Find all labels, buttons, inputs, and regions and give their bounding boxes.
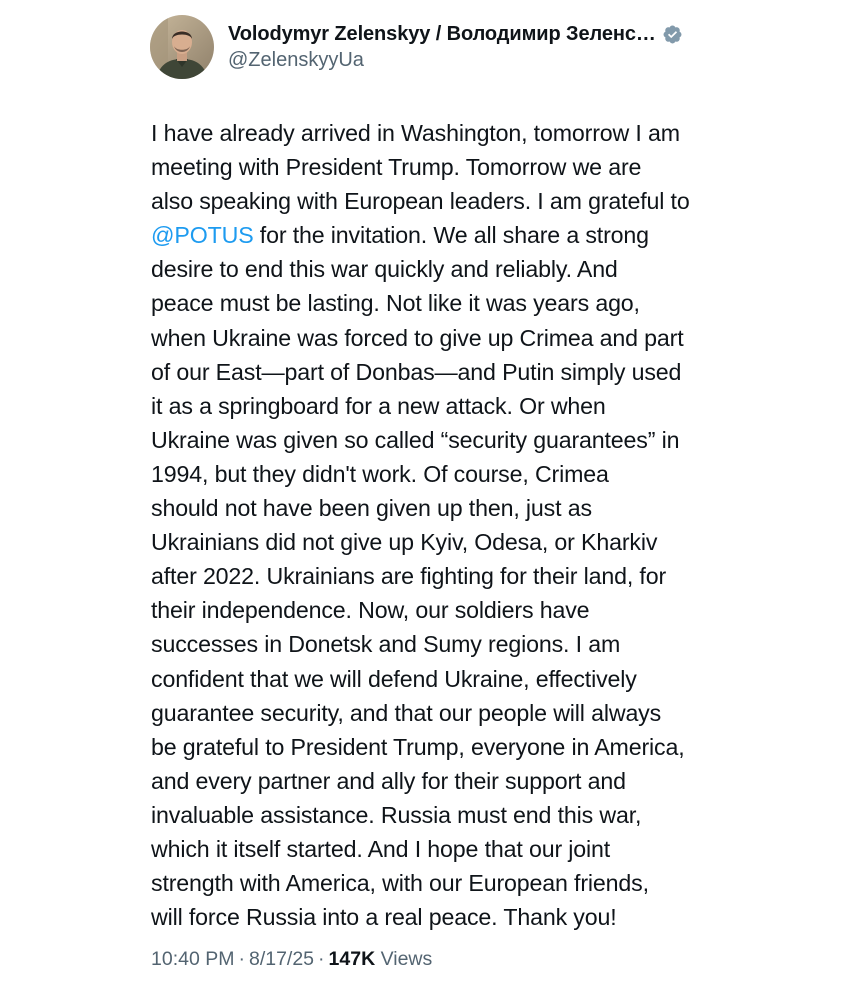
tweet-text-segment: of our East—part of Donbas—and Putin simply used (151, 358, 682, 385)
tweet-text-segment: I have already arrived in Washington, tomorrow I am (151, 120, 680, 146)
tweet-text-segment: and every partner and ally for their support and (151, 767, 626, 794)
tweet-text-line (151, 184, 751, 218)
tweet-text-line (151, 764, 751, 798)
author-names (228, 23, 683, 72)
tweet-text-segment: guarantee security, and that our people will always (151, 699, 662, 726)
tweet-text-line (151, 355, 751, 389)
tweet-time[interactable]: 10:40 PM (151, 948, 235, 970)
tweet-text-segment: peace must be lasting. Not like it was years ago, (151, 290, 640, 317)
tweet-text-segment: also speaking with European leaders. I am grateful to (151, 188, 690, 215)
meta-separator: · (238, 948, 245, 970)
tweet-text-segment: desire to end this war quickly and reliably. And (151, 256, 618, 283)
tweet-date[interactable]: 8/17/25 (248, 948, 315, 970)
tweet-text-line (151, 662, 751, 696)
tweet-text-line (151, 866, 751, 900)
avatar-image (150, 15, 214, 79)
tweet-text-segment: be grateful to President Trump, everyone in America, (151, 733, 685, 760)
tweet-meta (151, 948, 432, 971)
tweet-text-line (151, 593, 751, 627)
tweet-text-segment: meeting with President Trump. Tomorrow we are (151, 154, 642, 181)
name-row (228, 23, 683, 46)
tweet-text-segment: Ukraine was given so called “security guarantees” in (151, 426, 680, 453)
tweet-text-line (151, 218, 751, 252)
verified-badge-icon[interactable] (662, 24, 683, 45)
tweet-text-segment: successes in Donetsk and Sumy regions. I am (151, 631, 621, 658)
tweet-text-line (151, 116, 751, 150)
tweet-text-segment: 1994, but they didn't work. Of course, Crimea (151, 460, 609, 487)
tweet-text (151, 116, 751, 934)
tweet-text-line (151, 252, 751, 286)
author-handle[interactable]: @ZelenskyyUa (228, 48, 364, 71)
tweet-text-segment: for the invitation. We all share a strong (253, 222, 649, 249)
tweet-text-segment: strength with America, with our European friends, (151, 870, 649, 897)
tweet-text-line (151, 457, 751, 491)
tweet-text-line (151, 798, 751, 832)
profile-avatar[interactable] (150, 15, 214, 79)
tweet-text-segment: Ukrainians did not give up Kyiv, Odesa, or Kharkiv (151, 529, 658, 556)
tweet-text-segment: will force Russia into a real peace. Thank you! (151, 904, 617, 931)
tweet-text-segment: which it itself started. And I hope that our joint (151, 835, 611, 862)
tweet-text-line (151, 832, 751, 866)
author-display-name[interactable]: Volodymyr Zelenskyy / Володимир Зеленс… (228, 22, 656, 45)
tweet-text-segment: should not have been given up then, just as (151, 495, 592, 522)
tweet-text-segment: invaluable assistance. Russia must end this war, (151, 801, 642, 828)
tweet-text-line (151, 525, 751, 559)
tweet-text-line (151, 559, 751, 593)
views-count: 147K (328, 948, 376, 970)
tweet-text-line (151, 696, 751, 730)
tweet-text-segment: after 2022. Ukrainians are fighting for their land, for (151, 563, 667, 590)
mention-link-potus[interactable]: @POTUS (151, 222, 254, 249)
tweet-text-line (151, 321, 751, 355)
tweet-header (150, 14, 683, 80)
tweet-text-line (151, 423, 751, 457)
tweet-text-line (151, 286, 751, 320)
tweet-text-segment: it as a springboard for a new attack. Or when (151, 392, 606, 419)
tweet-text-segment: confident that we will defend Ukraine, effectively (151, 665, 637, 692)
tweet-text-line (151, 150, 751, 184)
tweet-text-segment: when Ukraine was forced to give up Crimea and part (151, 324, 684, 351)
tweet-text-line (151, 730, 751, 764)
tweet-text-line (151, 491, 751, 525)
meta-separator: · (318, 948, 325, 970)
views-label: Views (380, 948, 433, 970)
tweet-text-line (151, 900, 751, 934)
tweet-text-line (151, 627, 751, 661)
tweet-text-segment: their independence. Now, our soldiers have (151, 597, 590, 624)
tweet-text-line (151, 389, 751, 423)
